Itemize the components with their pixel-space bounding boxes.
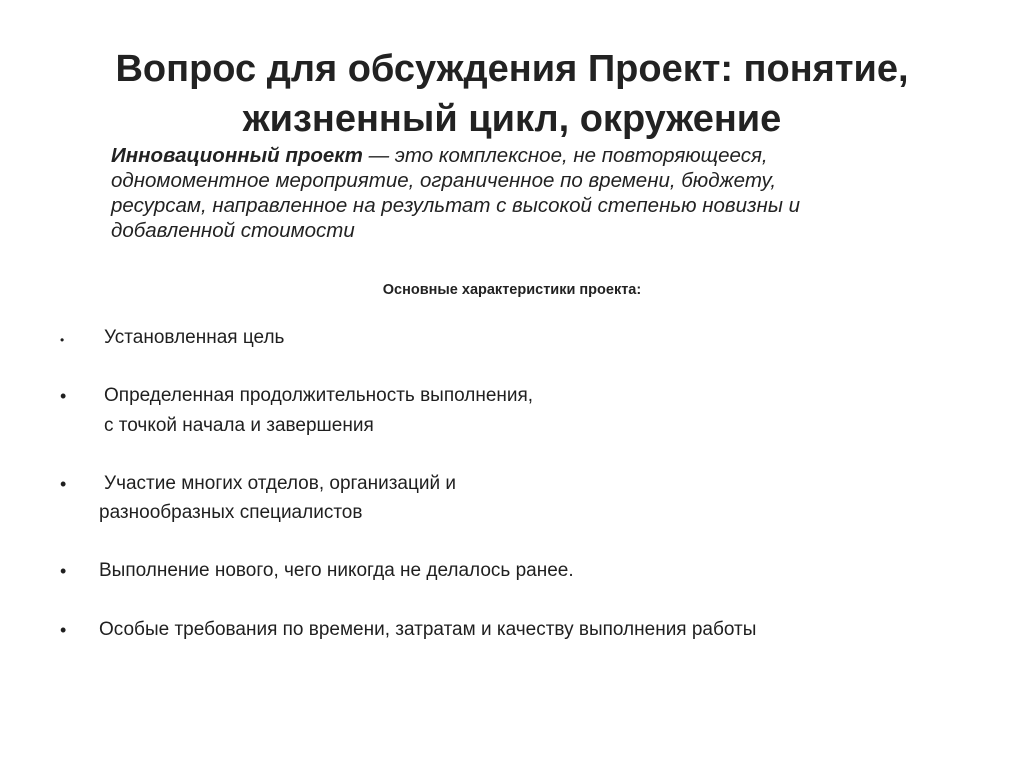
bullet-text-continuation: с точкой начала и завершения: [104, 415, 374, 436]
bullet-dot-icon: •: [60, 386, 67, 406]
bullet-item: [60, 469, 960, 529]
bullet-item: [60, 556, 960, 586]
bullet-dot-icon: •: [60, 561, 67, 581]
characteristics-heading: Основные характеристики проекта:: [382, 282, 642, 298]
bullet-dot-icon: •: [60, 620, 67, 640]
bullet-text: Участие многих отделов, организаций и: [104, 473, 457, 494]
definition-line-3: ресурсам, направленное на результат с высокой степенью новизны и: [111, 194, 801, 217]
bullet-text: Особые требования по времени, затратам и качеству выполнения работы: [99, 619, 757, 640]
bullet-text: Выполнение нового, чего никогда не делалось ранее.: [99, 560, 574, 581]
definition-line-2: одномоментное мероприятие, ограниченное по времени, бюджету,: [111, 169, 777, 192]
title-line-2: жизненный цикл, окружение: [242, 98, 782, 140]
bullet-item: [60, 381, 960, 441]
bullet-item: [60, 323, 960, 353]
slide-title: [60, 44, 964, 144]
bullet-dot-icon: •: [60, 333, 65, 347]
title-line-1: Вопрос для обсуждения Проект: понятие,: [115, 48, 909, 90]
bullet-text-continuation: разнообразных специалистов: [99, 502, 363, 523]
definition-paragraph: [111, 143, 931, 243]
definition-line-1: [111, 143, 931, 168]
bullet-text: Определенная продолжительность выполнения,: [104, 385, 534, 406]
definition-term: Инновационный проект: [111, 144, 363, 167]
definition-line-4: добавленной стоимости: [111, 219, 355, 242]
bullet-text: Установленная цель: [104, 327, 285, 348]
definition-line-1-rest: — это комплексное, не повторяющееся,: [362, 144, 768, 167]
bullet-item: [60, 615, 960, 645]
bullet-dot-icon: •: [60, 474, 67, 494]
